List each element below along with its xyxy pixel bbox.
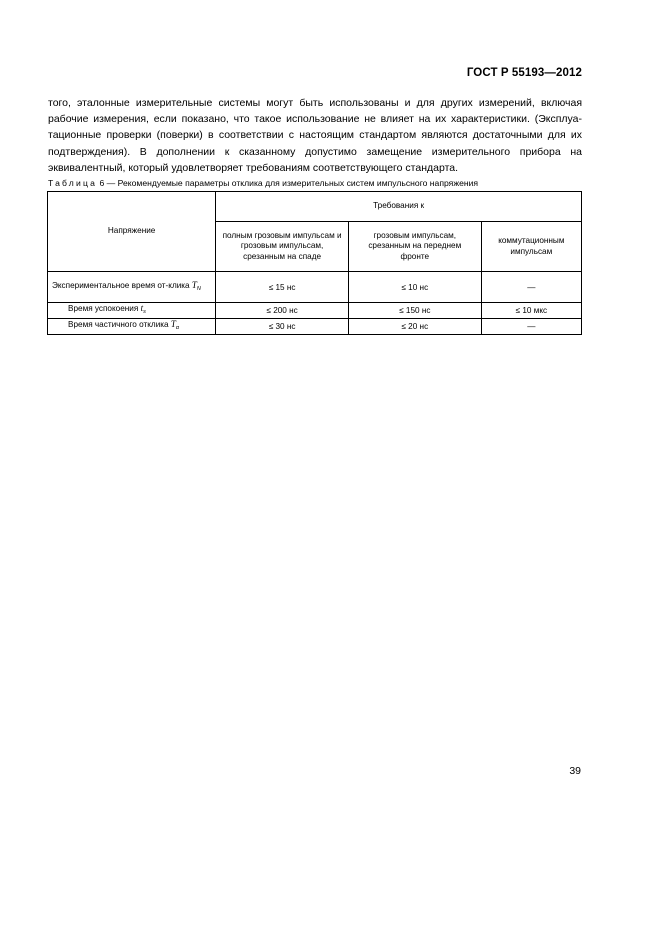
header-full-lightning: полным грозовым импульсам и грозовым импульсам, срезанным на спаде [216,222,349,272]
row-symbol-subscript: s [143,309,146,315]
header-switching: коммутационным импульсам [481,222,581,272]
standard-code-header: ГОСТ Р 55193—2012 [466,67,582,79]
response-parameters-table [47,191,582,335]
paragraph-line: эквивалентный, который удовлетворяет требованиям соответствующего стандарта. [48,161,459,174]
value-switching: — [481,319,581,335]
value-full-lightning: ≤ 15 нс [216,272,349,303]
table-caption-text: 6 — Рекомендуемые параметры отклика для измерительных систем импульсного напряжения [99,178,479,188]
row-label [48,303,216,319]
row-symbol-subscript: α [175,325,180,331]
row-label [48,319,216,335]
header-requirements: Требования к [216,192,582,222]
paragraph-line: тационные проверки (поверки) в соответствии с настоящим стандартом являются достаточными для их [48,129,582,142]
table-row [48,303,582,319]
table-row [48,319,582,335]
paragraph-line: подтверждения). В дополнении к сказанному допустимо замещение измерительного прибора на [48,145,582,158]
row-symbol: T [170,319,176,329]
row-label [48,272,216,303]
header-voltage: Напряжение [48,192,216,272]
table-row [48,272,582,303]
value-full-lightning: ≤ 30 нс [216,319,349,335]
page-number: 39 [569,765,581,777]
row-label-text: Экспериментальное время от-клика [52,281,190,290]
row-symbol-subscript: N [196,286,201,292]
value-switching: ≤ 10 мкс [481,303,581,319]
body-paragraph [48,95,582,176]
value-full-lightning: ≤ 200 нс [216,303,349,319]
value-front-lightning: ≤ 150 нс [348,303,481,319]
value-front-lightning: ≤ 10 нс [348,272,481,303]
table-header-row [48,192,582,222]
table-caption-word: Таблица [48,178,98,188]
row-symbol: T [191,280,197,290]
row-label-text: Время успокоения [68,304,139,313]
header-front-lightning: грозовым импульсам, срезанным на переднем фронте [348,222,481,272]
table-caption [48,178,478,188]
paragraph-line: того, эталонные измерительные системы могут быть использованы и для других измерений, включая [48,97,582,109]
row-symbol: t [140,303,144,313]
paragraph-line: рабочие измерения, если показано, что такое использование не влияет на их характеристики. (Эксплуа- [48,113,582,126]
row-label-text: Время частичного отклика [68,320,169,329]
value-front-lightning: ≤ 20 нс [348,319,481,335]
value-switching: — [481,272,581,303]
